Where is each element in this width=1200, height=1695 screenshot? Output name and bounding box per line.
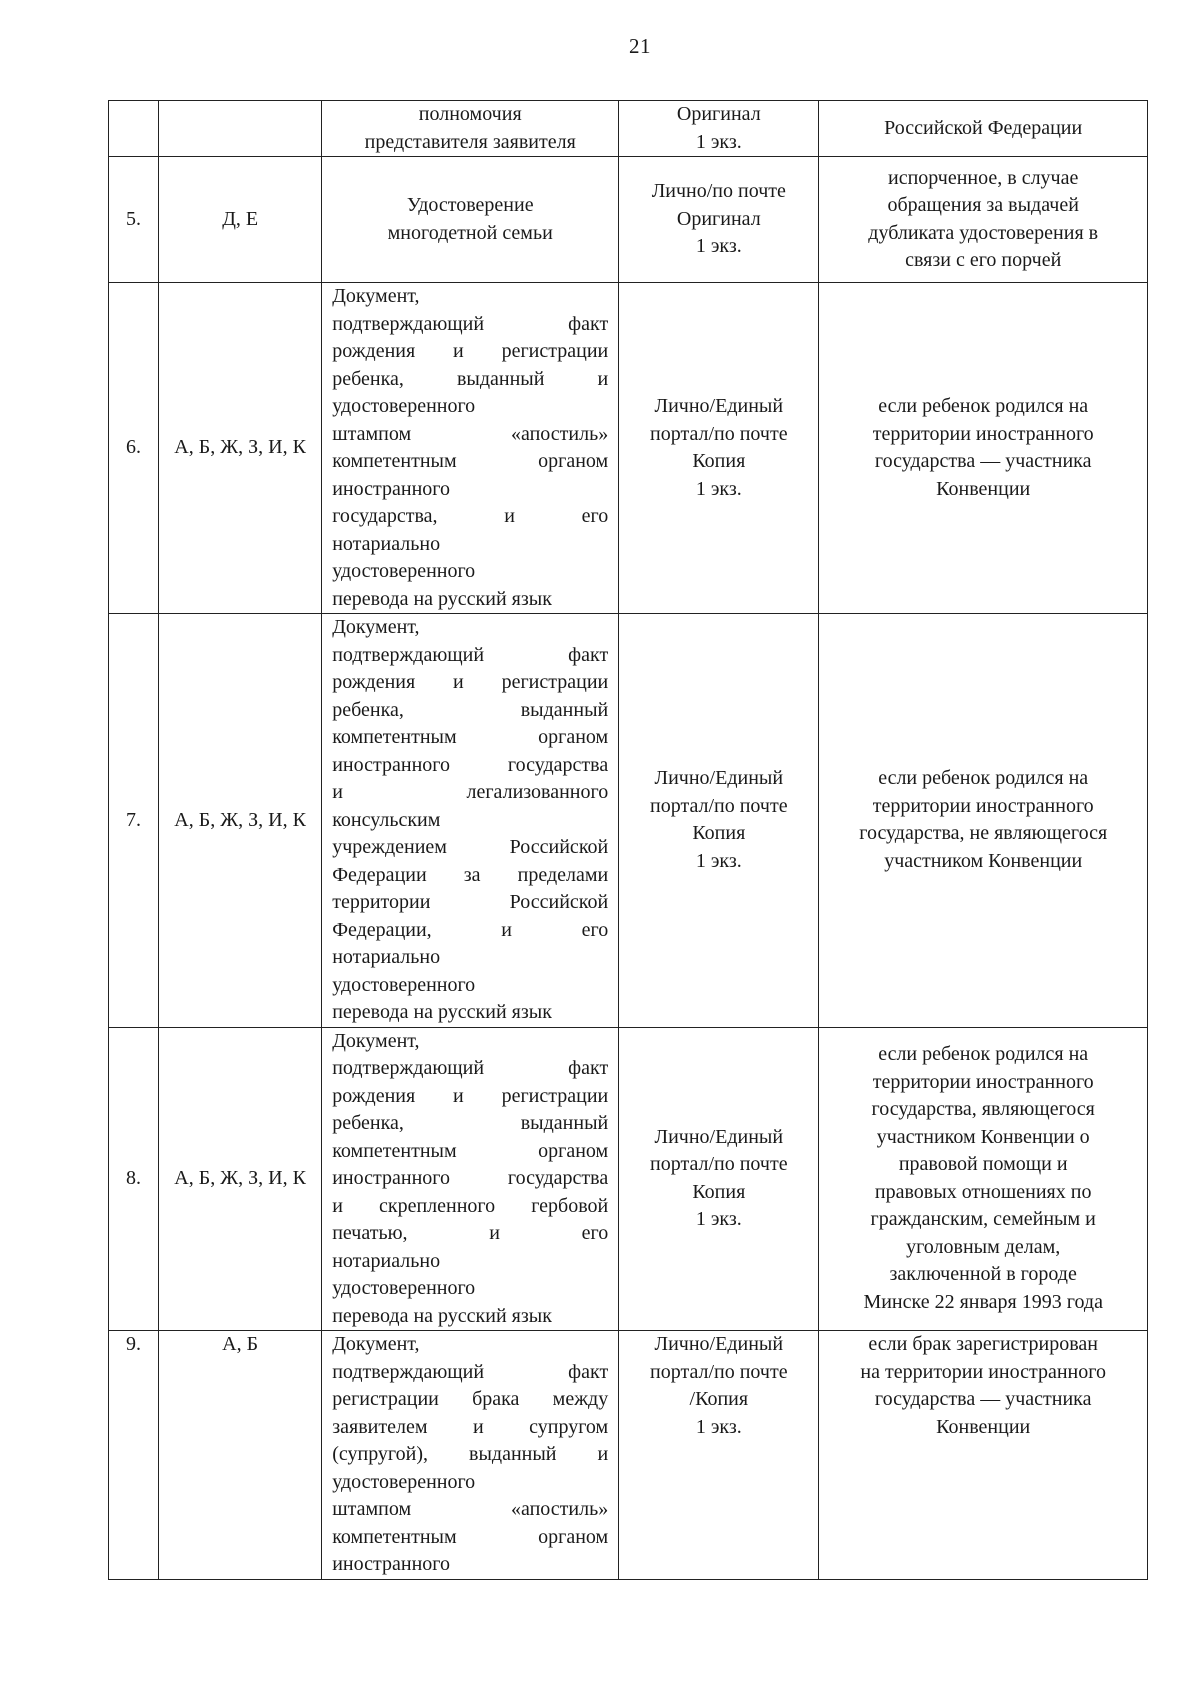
row-number: 8.: [109, 1027, 159, 1331]
row-number: 9.: [109, 1331, 159, 1580]
document-name: [322, 1027, 619, 1331]
document-name-line: штампом «апостиль»: [332, 1498, 609, 1520]
document-name-line: Документ,: [332, 616, 420, 638]
submission-method: [619, 101, 819, 157]
submission-condition-line: связи с его порчей: [905, 249, 1062, 271]
page-number: 21: [629, 34, 651, 58]
submission-condition-line: Минске 22 января 1993 года: [863, 1290, 1103, 1313]
document-name-line: консульским: [332, 808, 441, 831]
document-name-line: компетентным органом: [332, 726, 609, 748]
applicant-categories: Д, Е: [159, 157, 322, 283]
submission-condition-line: Конвенции: [936, 477, 1031, 500]
document-name-line: иностранного государства: [332, 753, 609, 776]
document-name-line: перевода на русский язык: [332, 587, 552, 610]
document-name-line: многодетной семьи: [387, 221, 553, 244]
submission-method-line: Копия: [692, 450, 746, 472]
submission-condition-line: государства, не являющегося: [859, 822, 1108, 845]
document-name-line: удостоверенного: [332, 1277, 476, 1299]
document-name-line: ребенка, выданный: [332, 1112, 609, 1134]
submission-condition-line: гражданским, семейным и: [870, 1208, 1096, 1231]
document-name-line: нотариально: [332, 946, 441, 968]
document-name: [322, 1331, 619, 1580]
document-name-line: (супругой), выданный и: [332, 1443, 609, 1465]
submission-method-line: 1 экз.: [695, 849, 742, 872]
document-name-line: рождения и регистрации: [332, 1084, 609, 1107]
document-name-line: иностранного: [332, 1553, 450, 1575]
document-name-line: Документ,: [332, 1333, 420, 1355]
document-name-line: рождения и регистрации: [332, 671, 609, 693]
submission-condition-line: заключенной в городе: [889, 1263, 1077, 1286]
document-name-line: регистрации брака между: [332, 1388, 609, 1410]
submission-method-line: портал/по почте: [650, 1360, 788, 1383]
applicant-categories: А, Б: [159, 1331, 322, 1580]
applicant-categories: А, Б, Ж, З, И, К: [159, 1027, 322, 1331]
submission-condition-line: территории иностранного: [872, 422, 1094, 445]
document-name-line: перевода на русский язык: [332, 1304, 552, 1327]
submission-method: [619, 157, 819, 283]
row-number: 7.: [109, 614, 159, 1028]
submission-method-line: портал/по почте: [650, 794, 788, 817]
row-number: 6.: [109, 283, 159, 614]
submission-method-line: портал/по почте: [650, 422, 788, 445]
document-name-line: территории Российской: [332, 891, 609, 913]
submission-condition-line: участником Конвенции: [884, 849, 1083, 872]
submission-method-line: Оригинал: [676, 103, 761, 125]
submission-condition-line: Российской Федерации: [884, 116, 1083, 139]
submission-condition: [819, 614, 1148, 1028]
table-row: [109, 1027, 1148, 1331]
submission-condition-line: территории иностранного: [872, 794, 1094, 817]
submission-method-line: Лично/по почте: [651, 180, 786, 203]
document-name-line: компетентным органом: [332, 450, 609, 472]
document-name-line: иностранного: [332, 477, 450, 500]
row-number: [109, 101, 159, 157]
table-row: [109, 283, 1148, 614]
document-name-line: нотариально: [332, 1249, 441, 1272]
submission-method-line: 1 экз.: [695, 130, 742, 153]
document-name-line: заявителем и супругом: [332, 1415, 609, 1438]
submission-condition-line: обращения за выдачей: [887, 194, 1079, 216]
document-name-line: подтверждающий факт: [332, 312, 609, 335]
applicant-categories: А, Б, Ж, З, И, К: [159, 283, 322, 614]
document-name-line: подтверждающий факт: [332, 1057, 609, 1079]
submission-condition: [819, 283, 1148, 614]
document-name-line: Федерации, и его: [332, 918, 609, 941]
document-name-line: ребенка, выданный: [332, 698, 609, 721]
document-name-line: Документ,: [332, 1029, 420, 1052]
row-number: 5.: [109, 157, 159, 283]
document-name: [322, 614, 619, 1028]
submission-method-line: 1 экз.: [695, 235, 742, 258]
submission-method-line: 1 экз.: [695, 1208, 742, 1231]
submission-condition-line: правовой помощи и: [898, 1153, 1068, 1176]
submission-method: [619, 283, 819, 614]
submission-condition-line: испорченное, в случае: [888, 166, 1079, 189]
document-name-line: подтверждающий факт: [332, 1360, 609, 1383]
table-row: [109, 1331, 1148, 1580]
submission-method-line: /Копия: [689, 1388, 749, 1410]
document-name-line: компетентным органом: [332, 1139, 609, 1162]
submission-condition-line: государства, являющегося: [871, 1098, 1095, 1121]
document-name-line: Удостоверение: [406, 194, 534, 216]
document-name-line: удостоверенного: [332, 973, 476, 996]
submission-method-line: 1 экз.: [695, 1415, 742, 1438]
submission-condition-line: Конвенции: [936, 1415, 1031, 1438]
document-name-line: Федерации за пределами: [332, 863, 609, 886]
submission-method-line: Оригинал: [676, 207, 761, 230]
submission-condition-line: если брак зарегистрирован: [868, 1333, 1098, 1355]
submission-condition-line: если ребенок родился на: [878, 1043, 1089, 1066]
document-name-line: полномочия: [418, 103, 522, 125]
document-name-line: подтверждающий факт: [332, 643, 609, 666]
submission-condition-line: если ребенок родился на: [878, 395, 1089, 417]
table-row: [109, 157, 1148, 283]
submission-method-line: Копия: [692, 1180, 746, 1203]
submission-condition-line: дубликата удостоверения в: [868, 221, 1099, 244]
submission-method-line: Лично/Единый: [654, 395, 784, 417]
table-row: [109, 614, 1148, 1028]
document-name: [322, 101, 619, 157]
applicant-categories: А, Б, Ж, З, И, К: [159, 614, 322, 1028]
document-name-line: удостоверенного: [332, 1470, 476, 1493]
submission-method-line: портал/по почте: [650, 1153, 788, 1176]
document-name-line: учреждением Российской: [332, 836, 609, 858]
document-name-line: нотариально: [332, 532, 441, 555]
table-row: [109, 101, 1148, 157]
submission-condition-line: территории иностранного: [872, 1070, 1094, 1093]
submission-condition: [819, 1331, 1148, 1580]
submission-condition-line: участником Конвенции о: [876, 1125, 1090, 1148]
document-name-line: представителя заявителя: [364, 130, 576, 153]
submission-method: [619, 1027, 819, 1331]
document-name-line: перевода на русский язык: [332, 1001, 552, 1023]
submission-method: [619, 614, 819, 1028]
document-name-line: удостоверенного: [332, 560, 476, 582]
submission-condition-line: если ребенок родился на: [878, 767, 1089, 790]
submission-condition-line: на территории иностранного: [860, 1360, 1106, 1383]
document-name-line: штампом «апостиль»: [332, 422, 609, 445]
applicant-categories: [159, 101, 322, 157]
document-name-line: государства, и его: [332, 505, 609, 527]
document-name-line: и скрепленного гербовой: [332, 1194, 609, 1217]
documents-table: [108, 100, 1148, 1580]
submission-condition: [819, 157, 1148, 283]
document-name-line: иностранного государства: [332, 1167, 609, 1189]
submission-condition: [819, 1027, 1148, 1331]
submission-condition-line: уголовным делам,: [906, 1235, 1061, 1258]
submission-method-line: Лично/Единый: [654, 767, 784, 790]
submission-method-line: Лично/Единый: [654, 1125, 784, 1148]
submission-method-line: Копия: [692, 822, 746, 845]
document-name-line: рождения и регистрации: [332, 340, 609, 362]
document-name-line: удостоверенного: [332, 395, 476, 417]
submission-method-line: 1 экз.: [695, 477, 742, 500]
submission-method-line: Лично/Единый: [654, 1333, 784, 1355]
document-name: [322, 283, 619, 614]
document-name-line: ребенка, выданный и: [332, 367, 609, 390]
submission-method: [619, 1331, 819, 1580]
document-name-line: компетентным органом: [332, 1525, 609, 1548]
document-name-line: и легализованного: [332, 781, 609, 803]
submission-condition-line: государства — участника: [874, 450, 1092, 472]
document-name: [322, 157, 619, 283]
submission-condition-line: правовых отношениях по: [874, 1180, 1092, 1203]
submission-condition-line: государства — участника: [874, 1388, 1092, 1410]
document-name-line: печатью, и его: [332, 1222, 609, 1244]
submission-condition: [819, 101, 1148, 157]
document-name-line: Документ,: [332, 285, 420, 307]
